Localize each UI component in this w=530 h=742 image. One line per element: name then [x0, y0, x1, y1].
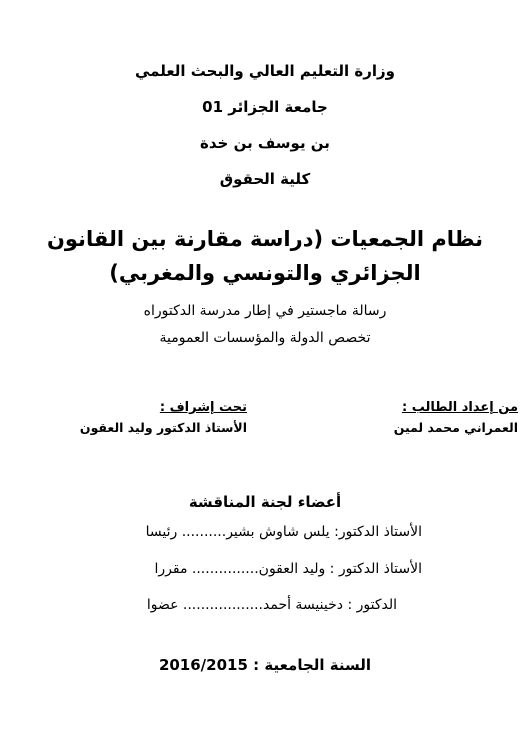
committee-member: الدكتور : دخينيسة أحمد.................. عضوا — [146, 597, 397, 613]
ministry-name: وزارة التعليم العالي والبحث العلمي — [134, 62, 396, 80]
thesis-title-line-2: الجزائري والتونسي والمغربي) — [109, 261, 421, 285]
university-name: جامعة الجزائر 01 — [202, 98, 328, 116]
supervisor-label: تحت إشراف : — [159, 400, 247, 415]
committee-title: أعضاء لجنة المناقشة — [188, 493, 342, 511]
faculty-name: كلية الحقوق — [219, 170, 311, 188]
student-name: العمراني محمد لمين — [393, 420, 518, 435]
thesis-specialty: تخصص الدولة والمؤسسات العمومية — [159, 330, 371, 346]
committee-member: الأستاذ الدكتور : وليد العقون............... مقررا — [154, 561, 422, 577]
academic-year: السنة الجامعية : 2016/2015 — [158, 656, 372, 674]
university-subname: بن يوسف بن خدة — [200, 134, 330, 152]
thesis-title-line-1: نظام الجمعيات (دراسة مقارنة بين القانون — [46, 227, 484, 251]
committee-member: الأستاذ الدكتور: يلس شاوش بشير.......... رئيسا — [145, 524, 422, 540]
thesis-type: رسالة ماجستير في إطار مدرسة الدكتوراه — [143, 303, 387, 319]
supervisor-name: الأستاذ الدكتور وليد العقون — [79, 420, 247, 435]
student-label: من إعداد الطالب : — [401, 400, 518, 415]
